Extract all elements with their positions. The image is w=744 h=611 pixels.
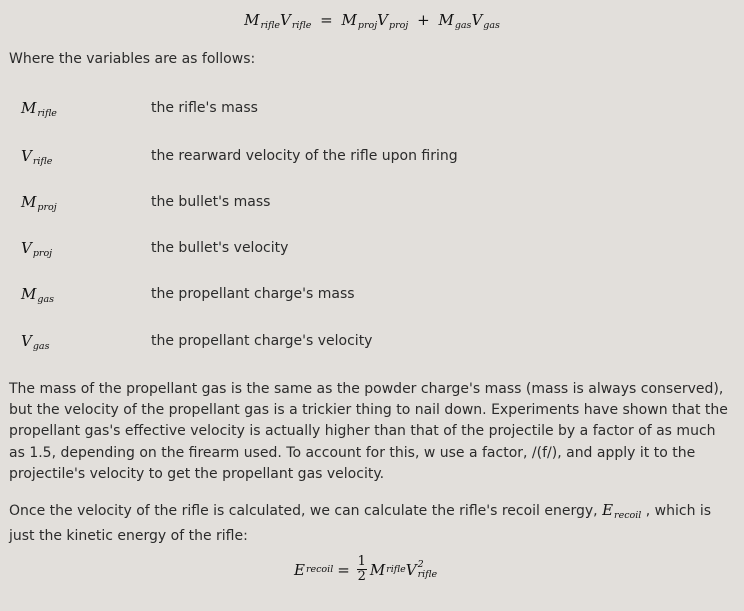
eq-symbol: M (244, 11, 260, 29)
variable-description: the bullet's velocity (151, 240, 289, 256)
eq-subscript: gas (483, 20, 500, 31)
eq-sup-sub (418, 560, 438, 580)
fraction-numerator: 1 (357, 554, 366, 569)
momentum-equation (0, 11, 744, 31)
intro-text: Where the variables are as follows: (9, 51, 256, 67)
paragraph-text: , which is just the kinetic energy of the rifle: (9, 503, 712, 545)
eq-symbol: V (377, 11, 389, 29)
eq-symbol: V (405, 560, 417, 579)
inline-symbol: $E_{recoil}$ (602, 501, 642, 521)
eq-superscript: 2 (417, 558, 424, 570)
variable-description: the rearward velocity of the rifle upon firing (151, 148, 458, 164)
eq-equals: = (320, 11, 333, 29)
variable-row (0, 239, 744, 263)
paragraph-text: Once the velocity of the rifle is calculated, we can calculate the rifle's recoil energy, (9, 503, 598, 519)
variable-symbol: $M_{proj}$ (21, 193, 57, 213)
variable-description: the rifle's mass (151, 100, 258, 116)
eq-fraction (357, 555, 367, 584)
eq-plus: + (417, 11, 430, 29)
eq-subscript: rifle (417, 568, 438, 580)
eq-symbol: M (438, 11, 454, 29)
variable-row (0, 99, 744, 123)
variable-row (0, 147, 744, 171)
eq-symbol: M (369, 560, 386, 579)
variable-description: the bullet's mass (151, 194, 271, 210)
variable-symbol: $M_{rifle}$ (21, 99, 57, 119)
variable-description: the propellant charge's velocity (151, 333, 373, 349)
eq-subscript: recoil (305, 564, 334, 575)
variable-row (0, 285, 744, 309)
eq-subscript: proj (357, 20, 378, 31)
eq-symbol: V (471, 11, 483, 29)
variable-symbol: $M_{gas}$ (21, 285, 54, 305)
variable-row (0, 332, 744, 356)
paragraph-recoil-energy (9, 500, 735, 547)
eq-subscript: gas (454, 20, 472, 31)
eq-subscript: proj (389, 20, 409, 31)
eq-subscript: rifle (386, 564, 406, 575)
fraction-denominator: 2 (357, 569, 366, 584)
eq-subscript: rifle (260, 20, 280, 31)
eq-symbol: E (294, 560, 305, 579)
eq-subscript: rifle (291, 20, 312, 31)
paragraph-gas-velocity: The mass of the propellant gas is the same as the powder charge's mass (mass is always conserved), but the velocity of the propellant gas is a trickier thing to nail down. Experiments have shown that the propellant gas's effective velocity is actually higher than that of the projectile by a factor of as much as 1.5, depending on the firearm used. To account for this, w use a factor, /(f/), and apply it to the projectile's velocity to get the propellant gas velocity. (9, 381, 728, 482)
variable-row (0, 193, 744, 217)
eq-symbol: M (341, 11, 357, 29)
variable-symbol: $V_{gas}$ (21, 332, 50, 352)
eq-symbol: V (279, 11, 291, 29)
variable-symbol: $V_{proj}$ (21, 239, 53, 259)
recoil-energy-equation (294, 555, 437, 584)
variable-symbol: $V_{rifle}$ (21, 147, 53, 167)
variable-description: the propellant charge's mass (151, 286, 355, 302)
eq-equals: = (337, 560, 350, 579)
